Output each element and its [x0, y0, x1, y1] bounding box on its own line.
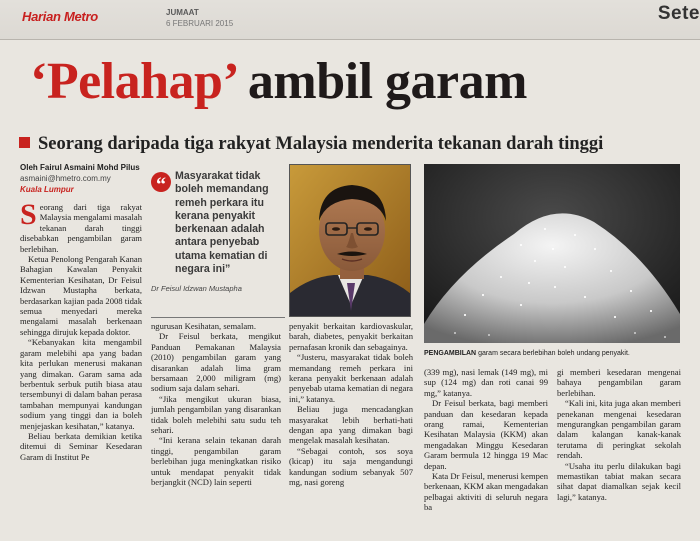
- pull-quote-text: Masyarakat tidak boleh memandang remeh perkara itu kerana penyakit berkenaan adalah antara penyebab utama kematian di negara ini”: [175, 170, 269, 276]
- article-column-2: [151, 321, 281, 488]
- quote-mark-icon: “: [151, 172, 171, 192]
- masthead: [0, 0, 700, 40]
- drop-cap: S: [20, 198, 37, 231]
- paragraph: Beliau juga mencadangkan masyarakat lebih berhati-hati dengan apa yang dimakan bagi mengelak masalah kesihatan.: [289, 404, 413, 446]
- paragraph: Kata Dr Feisul, menerusi kempen berkenaan, KKM akan mengadakan pelbagai aktiviti di seluruh negara ba: [424, 471, 548, 513]
- portrait-photo: [289, 164, 411, 317]
- salt-pile-illustration: [424, 164, 680, 343]
- publication-name: Harian Metro: [22, 9, 98, 24]
- paragraph: “Usaha itu perlu dilakukan bagi memastikan tabiat makan secara sihat dapat diamalkan sejak kecil lagi,” katanya.: [557, 460, 681, 502]
- caption-text: garam secara berlebihan boleh undang penyakit.: [476, 350, 630, 357]
- byline-email: asmaini@hmetro.com.my: [20, 173, 111, 183]
- pull-quote-attribution: Dr Feisul Idzwan Mustapha: [151, 284, 242, 294]
- paragraph: “Ini kerana selain tekanan darah tinggi, pengambilan garam berlebihan juga meningkatkan risiko untuk mendapat penyakit tidak berjangkit (NCD) lain seperti: [151, 435, 281, 488]
- paragraph: Dr Feisul berkata, bagi memberi panduan dan kesedaran kepada orang ramai, Kementerian Kesihatan Malaysia (KKM) akan mengadakan Minggu Kesedaran Garam bermula 12 hingga 19 Mac depan.: [424, 398, 548, 471]
- paragraph: gi memberi kesedaran mengenai bahaya pengambilan garam berlebihan.: [557, 367, 681, 398]
- paragraph: penyakit berkaitan kardiovaskular, barah, diabetes, penyakit berkaitan pernafasan kronik dan sebagainya.: [289, 321, 413, 352]
- paragraph: Beliau berkata demikian ketika ditemui di Seminar Kesedaran Garam di Institut Pe: [20, 430, 142, 462]
- paragraph: Ketua Penolong Pengarah Kanan Bahagian Kawalan Penyakit Kementerian Kesihatan, Dr Feisul Idzwan Mustapha berkata, berdasarkan kajian pada 2008 tidak semua menyedari mereka mengalami masalah berkenaan sehingga dirujuk kepada doktor.: [20, 254, 142, 337]
- salt-photo: [424, 164, 680, 343]
- article-column-1: [20, 198, 142, 462]
- headline-quoted: ‘Pelahap’: [30, 53, 236, 110]
- headline-rest: ambil garam: [235, 53, 527, 110]
- subheadline: [19, 134, 603, 155]
- byline: [20, 163, 140, 195]
- headline: [30, 53, 527, 110]
- paragraph: “Kebanyakan kita mengambil garam melebihi apa yang badan kita perlukan menerusi makanan yang dimakan. Garam sama ada berbentuk serbuk putih biasa atau tersembunyi di dalam bahan perasa tambahan mempunyai kandungan sodium yang tinggi dan ia boleh menjejaskan kesihatan,” katanya.: [20, 337, 142, 431]
- byline-author: Oleh Fairul Asmaini Mohd Pilus: [20, 163, 140, 172]
- issue-date: 6 FEBRUARI 2015: [166, 19, 234, 28]
- paragraph: “Jika mengikut ukuran biasa, jumlah pengambilan yang disarankan tidak boleh melebihi satu sudu teh sehari.: [151, 393, 281, 436]
- paragraph: Seorang dari tiga rakyat Malaysia mengalami masalah tekanan darah tinggi disebabkan pengambilan garam berlebihan.: [20, 198, 142, 254]
- paragraph: “Sebagai contoh, sos soya (kicap) itu saja mengandungi kandungan sodium sebanyak 507 mg, nasi goreng: [289, 445, 413, 488]
- article-column-3: [289, 321, 413, 488]
- red-square-bullet-icon: [19, 137, 30, 148]
- pull-quote: [151, 170, 285, 293]
- byline-location: Kuala Lumpur: [20, 184, 74, 194]
- section-name: Sete: [657, 3, 700, 24]
- paragraph: “Justeru, masyarakat tidak boleh memandang remeh perkara ini kerana penyakit berkenaan adalah penyebab utama kematian di negara ini,” katanya.: [289, 352, 413, 404]
- article-column-5: [557, 367, 681, 502]
- paragraph: (339 mg), nasi lemak (149 mg), mi sup (124 mg) dan roti canai 99 mg,” katanya.: [424, 367, 548, 398]
- paragraph: ngurusan Kesihatan, semalam.: [151, 321, 257, 331]
- photo-caption: [424, 350, 630, 357]
- article-column-4: [424, 367, 548, 513]
- subheadline-text: Seorang daripada tiga rakyat Malaysia menderita tekanan darah tinggi: [38, 134, 604, 154]
- paragraph: “Kali ini, kita juga akan memberi penekanan mengenai kesedaran mengurangkan pengambilan garam dalam kalangan kanak-kanak terutama di peringkat sekolah rendah.: [557, 398, 681, 461]
- caption-lead: PENGAMBILAN: [424, 350, 477, 357]
- issue-day: JUMAAT: [166, 8, 199, 17]
- paragraph: Dr Feisul berkata, mengikut Panduan Pemakanan Malaysia (2010) pengambilan garam yang disarankan adalah lima gram bersamaan 2,000 miligram (mg) sodium saja dalam sehari.: [151, 331, 281, 394]
- portrait-illustration: [290, 165, 411, 317]
- divider: [151, 317, 285, 318]
